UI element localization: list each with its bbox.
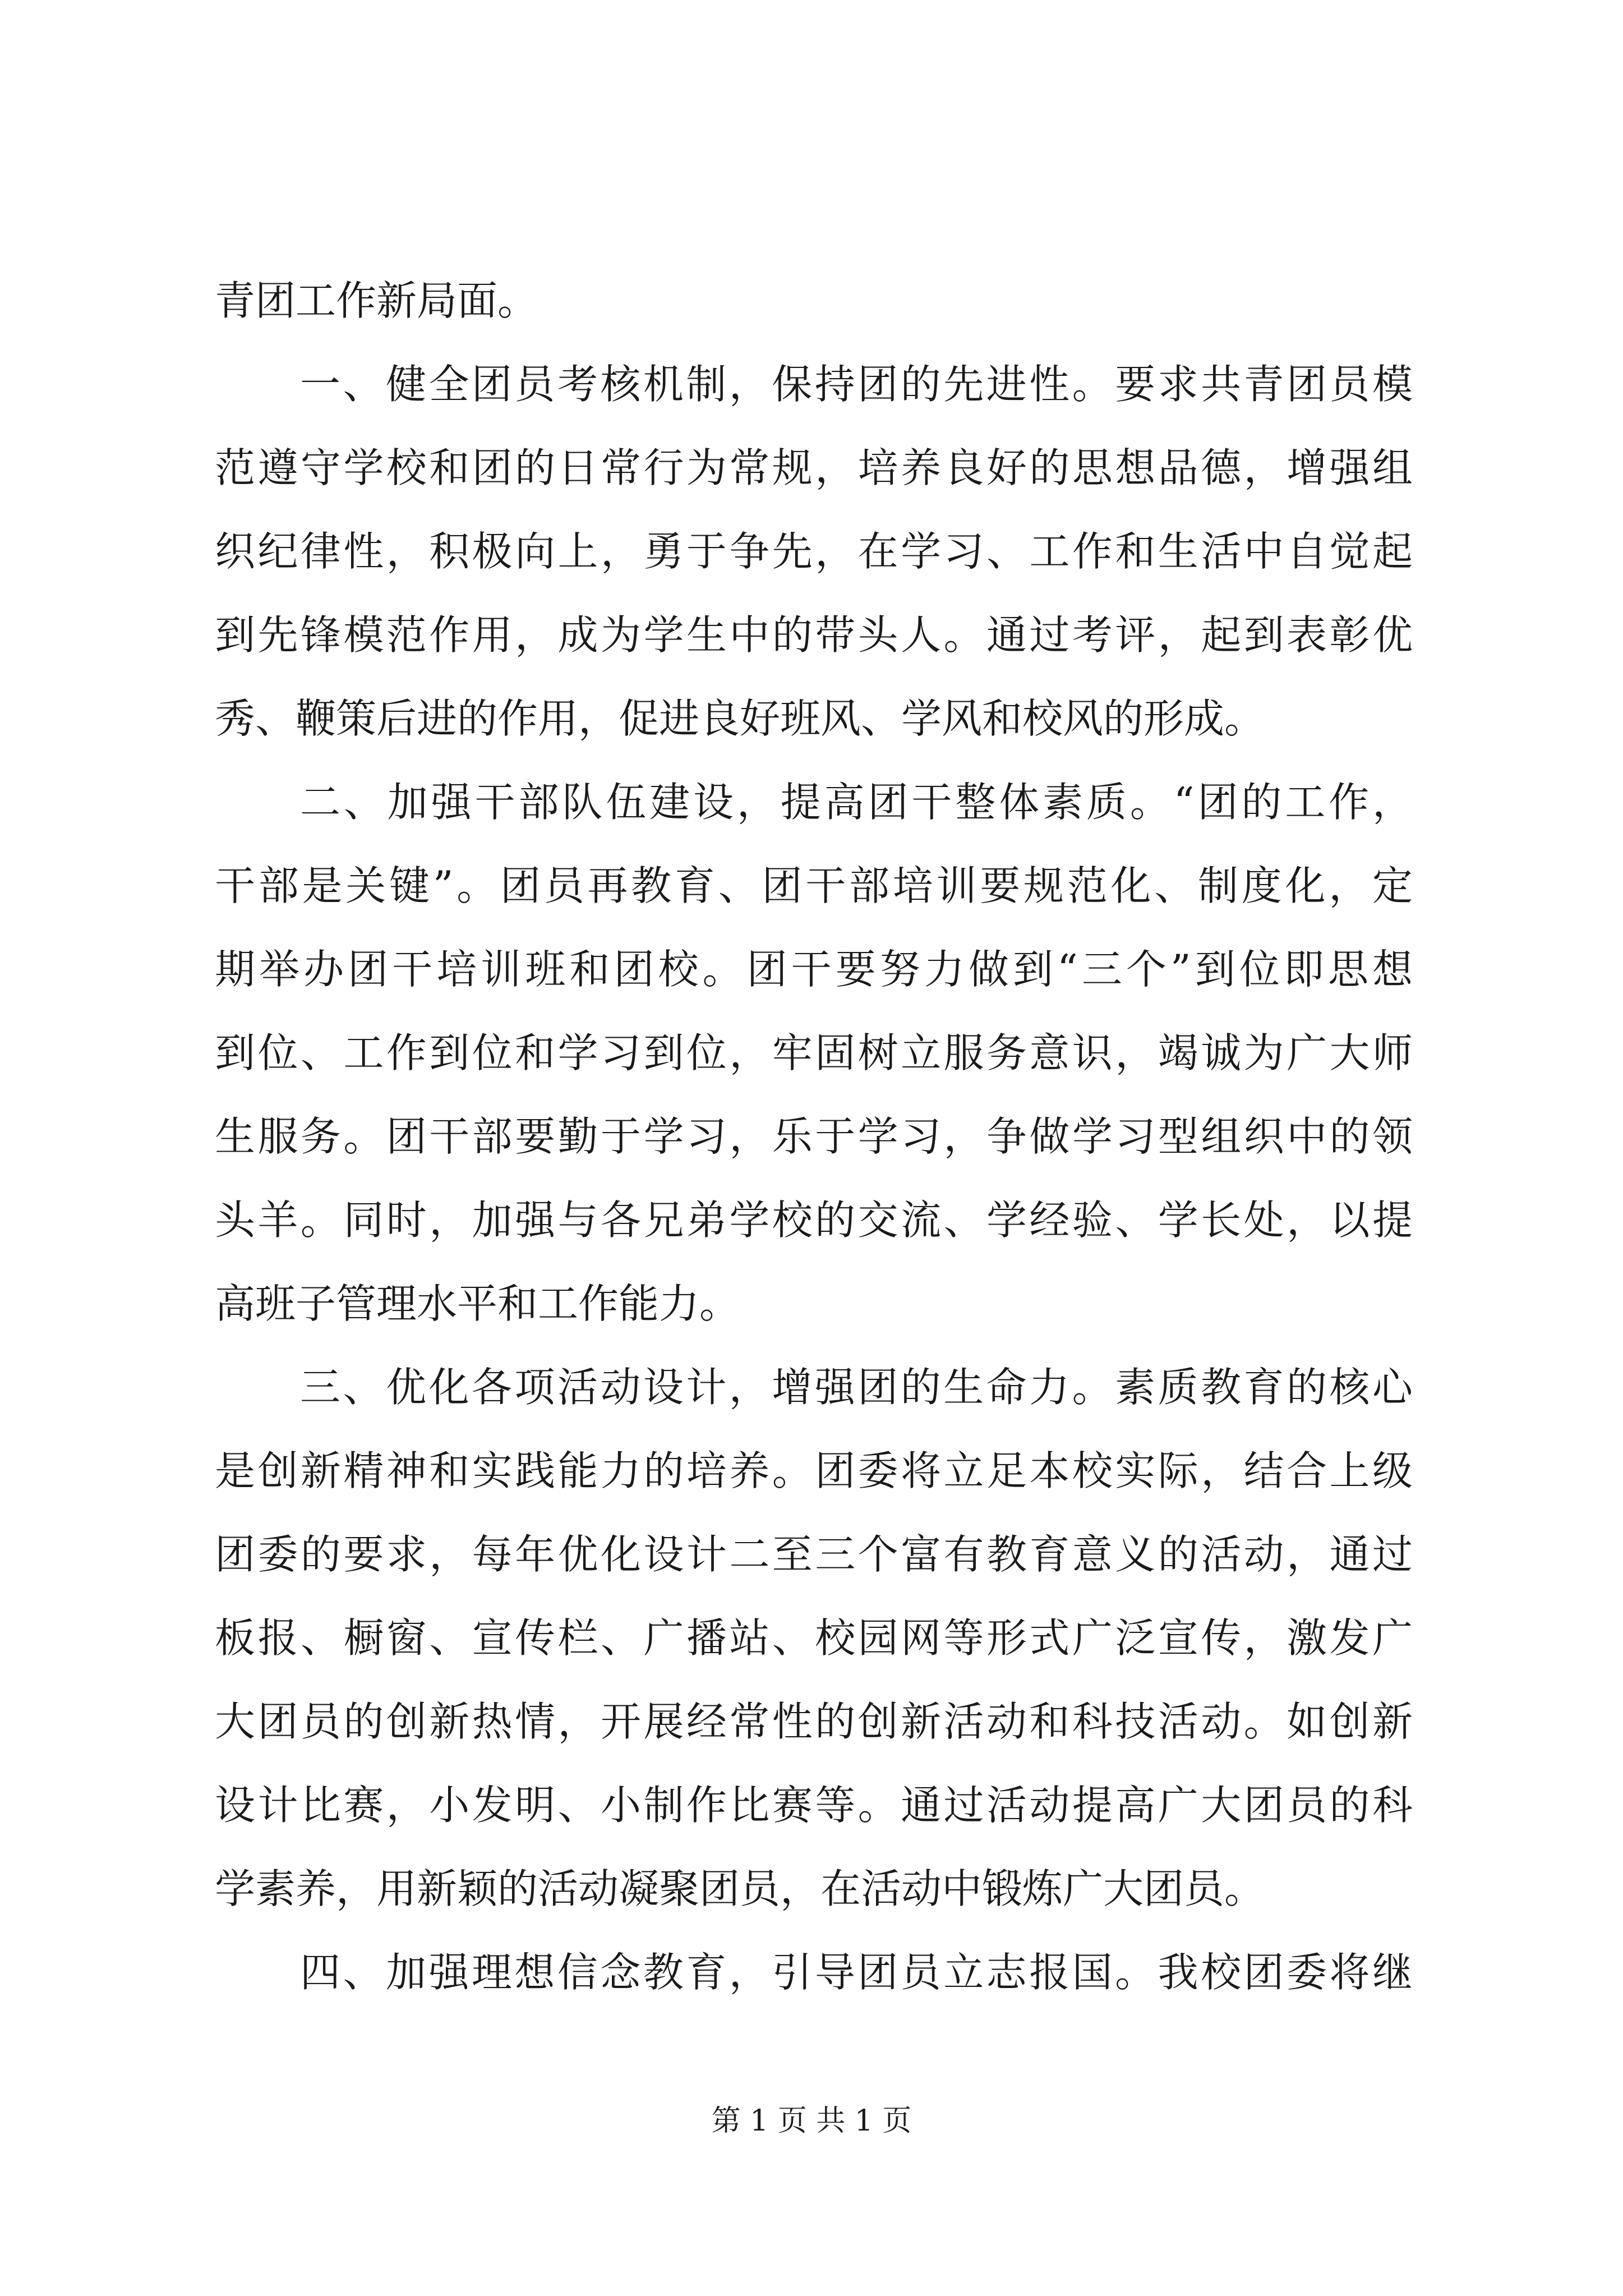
page-footer: 第 1 页 共 1 页 bbox=[711, 2104, 912, 2138]
text-line: 高班子管理水平和工作能力。 bbox=[215, 1280, 740, 1327]
text-line: 生服务。团干部要勤于学习，乐于学习，争做学习型组织中的领 bbox=[215, 1113, 1413, 1160]
text-line: 板报、橱窗、宣传栏、广播站、校园网等形式广泛宣传，激发广 bbox=[215, 1614, 1413, 1662]
text-line: 三、优化各项活动设计，增强团的生命力。素质教育的核心 bbox=[300, 1364, 1413, 1411]
text-line: 二、加强干部队伍建设，提高团干整体素质。“团的工作， bbox=[300, 779, 1413, 826]
text-line: 大团员的创新热情，开展经常性的创新活动和科技活动。如创新 bbox=[215, 1698, 1413, 1745]
text-line: 期举办团干培训班和团校。团干要努力做到“三个”到位即思想 bbox=[215, 946, 1413, 993]
text-line: 范遵守学校和团的日常行为常规，培养良好的思想品德，增强组 bbox=[215, 444, 1413, 491]
text-line: 干部是关键”。团员再教育、团干部培训要规范化、制度化，定 bbox=[215, 862, 1413, 909]
text-line: 到先锋模范作用，成为学生中的带头人。通过考评，起到表彰优 bbox=[215, 611, 1413, 659]
text-line: 秀、鞭策后进的作用，促进良好班风、学风和校风的形成。 bbox=[215, 695, 1265, 742]
text-line: 头羊。同时，加强与各兄弟学校的交流、学经验、学长处，以提 bbox=[215, 1197, 1413, 1244]
text-line: 设计比赛，小发明、小制作比赛等。通过活动提高广大团员的科 bbox=[215, 1782, 1413, 1829]
text-line: 团委的要求，每年优化设计二至三个富有教育意义的活动，通过 bbox=[215, 1531, 1413, 1578]
text-line: 到位、工作到位和学习到位，牢固树立服务意识，竭诚为广大师 bbox=[215, 1029, 1413, 1076]
text-line: 是创新精神和实践能力的培养。团委将立足本校实际，结合上级 bbox=[215, 1447, 1413, 1494]
body-text bbox=[215, 259, 1413, 2014]
text-line: 学素养，用新颖的活动凝聚团员，在活动中锻炼广大团员。 bbox=[215, 1865, 1265, 1912]
text-line: 青团工作新局面。 bbox=[215, 277, 538, 324]
text-line: 一、健全团员考核机制，保持团的先进性。要求共青团员模 bbox=[300, 361, 1413, 408]
text-line: 四、加强理想信念教育，引导团员立志报国。我校团委将继 bbox=[300, 1949, 1413, 1996]
text-line: 织纪律性，积极向上，勇于争先，在学习、工作和生活中自觉起 bbox=[215, 528, 1413, 575]
